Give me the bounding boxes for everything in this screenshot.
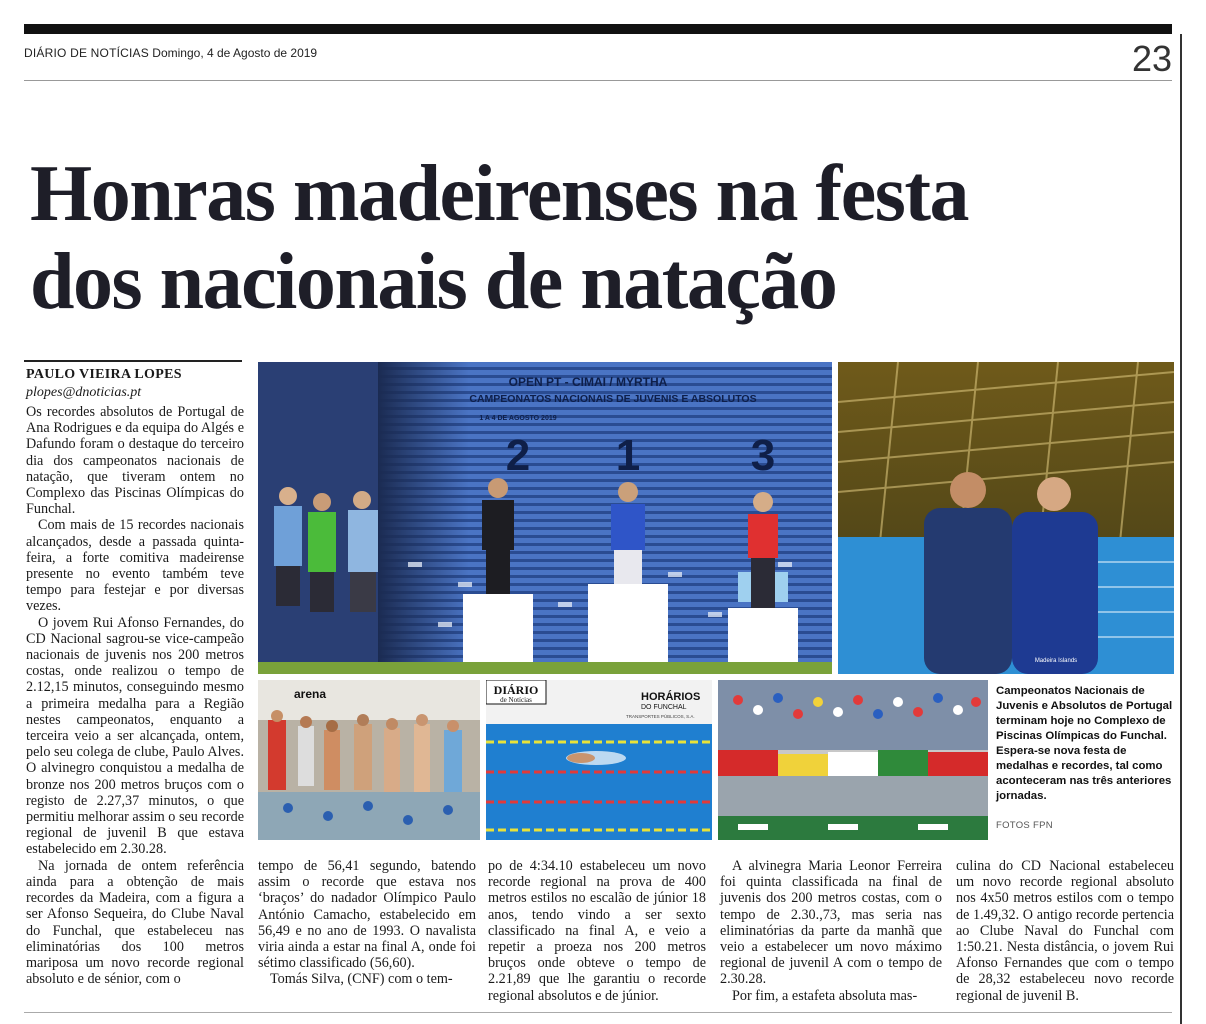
header-rule bbox=[24, 80, 1172, 81]
author-name: PAULO VIEIRA LOPES bbox=[26, 367, 182, 382]
horarios-sign-text: HORÁRIOS bbox=[641, 691, 701, 703]
photo-caption: Campeonatos Nacionais de Juvenis e Absolutos de Portugal terminam hoje no Complexo de Piscinas Olímpicas do Funchal. Espera-se nova festa de medalhas e recordes, tal como aconteceram nas três anteriores jornadas. bbox=[996, 685, 1173, 802]
headline-line-1: Honras madeirenses na festa bbox=[30, 150, 968, 238]
author-email[interactable]: plopes@dnoticias.pt bbox=[26, 385, 142, 400]
podium-number-1: 1 bbox=[615, 431, 641, 480]
paragraph: tempo de 56,41 segundo, batendo assim o recorde que estava nos ‘braços’ do nadador Olímpico Paulo António Camacho, estabelecido em 56,49 e no ano de 1993. O navalista viria ainda a estar na final A, onde foi sétimo classificado (56,60). bbox=[258, 858, 476, 972]
banner-main-text: CAMPEONATOS NACIONAIS DE JUVENIS E ABSOLUTOS bbox=[469, 393, 757, 405]
paragraph: po de 4:34.10 estabeleceu um novo recorde regional na prova de 400 metros estilos no escalão de júnior 18 anos, tendo vindo a ser sexto classificado na final A, e veio a repetir a proeza nos 200 metros bruços onde obteve o tempo de 2.21,89 que lhe garantiu o recorde regional absolutos e de júnior. bbox=[488, 858, 706, 1004]
article-column-4 bbox=[720, 858, 942, 1004]
funchal-sign-text: DO FUNCHAL bbox=[641, 704, 687, 711]
race-photo bbox=[486, 680, 712, 840]
diario-sign-text: DIÁRIO bbox=[493, 683, 539, 697]
publication-name: DIÁRIO DE NOTÍCIAS bbox=[24, 46, 149, 60]
right-column-rule bbox=[1180, 34, 1182, 1024]
article-column-3 bbox=[488, 858, 706, 1004]
podium-number-3: 3 bbox=[750, 431, 776, 480]
headline bbox=[30, 150, 1080, 326]
publication-date: Domingo, 4 de Agosto de 2019 bbox=[152, 46, 318, 60]
paragraph: Com mais de 15 recordes nacionais alcançados, desde a passada quinta-feira, a forte comitiva madeirense presente no evento também teve tempo para festejar e por diversas vezes. bbox=[26, 517, 244, 615]
stands-photo bbox=[718, 680, 988, 840]
headline-line-2: dos nacionais de natação bbox=[30, 238, 837, 326]
paragraph: Os recordes absolutos de Portugal de Ana Rodrigues e da equipa do Algés e Dafundo foram o destaque do terceiro dia dos campeonatos nacionais de natação, que tiveram ontem no Complexo das Piscinas Olímpicas do Funchal. bbox=[26, 404, 244, 518]
podium-photo bbox=[258, 362, 832, 674]
paragraph: Tomás Silva, (CNF) com o tem- bbox=[270, 971, 453, 988]
page-header bbox=[24, 46, 317, 60]
warmup-sign-text: arena bbox=[294, 687, 327, 701]
article-column-1 bbox=[26, 404, 244, 987]
top-black-bar bbox=[24, 24, 1172, 34]
podium-number-2: 2 bbox=[505, 431, 531, 480]
paragraph: O jovem Rui Afonso Fernandes, do CD Nacional sagrou-se vice-campeão nacionais de juvenis nos 200 metros costas, onde realizou o tempo de 2.12,15 minutos, conseguindo mesmo a primeira medalha para a Região nestes campeonatos, enquanto a terceira veio a ser alcançada, ontem, pelo seu colega de clube, Paulo Alves. O alvinegro conquistou a medalha de bronze nos 200 metros bruços com o registo de 2.27,37 minutos, o que permitiu melhorar assim o seu recorde regional de juvenil B que estava estabelecido em 2.30.28. bbox=[26, 614, 244, 858]
paragraph: Na jornada de ontem referência ainda para a obtenção de mais recordes da Madeira, com a figura a ser Afonso Sequeira, do Clube Naval do Funchal, que estabeleceu nas eliminatórias dos 100 metros mariposa um novo recorde regional absoluto e de sénior, com o bbox=[26, 857, 244, 988]
byline-rule bbox=[24, 360, 242, 362]
noticias-sign-text: de Notícias bbox=[500, 696, 532, 704]
banner-top-text: OPEN PT - CIMAI / MYRTHA bbox=[508, 375, 668, 389]
transportes-sign-text: TRANSPORTES PÚBLICOS, S.A. bbox=[626, 714, 695, 719]
shirt-text: Madeira Islands bbox=[1034, 658, 1078, 664]
article-column-2 bbox=[258, 858, 476, 988]
coaches-photo bbox=[838, 362, 1174, 674]
paragraph: culina do CD Nacional estabeleceu um novo recorde regional absoluto nos 4x50 metros estilos com o tempo de 1.49,32. O antigo recorde pertencia ao Clube Naval do Funchal com 1:50.21. Nesta distância, o jovem Rui Afonso Fernandes que com o tempo de 28,32 estabeleceu novo recorde regional de juvenil B. bbox=[956, 858, 1174, 1004]
photo-credit: FOTOS FPN bbox=[996, 820, 1053, 831]
paragraph: A alvinegra Maria Leonor Ferreira foi quinta classificada na final de juvenis dos 200 metros costas, com o tempo de 2.30.,73, mas seria nas eliminatórias da parte da manhã que veio a estabelecer um novo máximo regional de juvenil A com o tempo de 2.30.28. bbox=[720, 858, 942, 988]
bottom-rule bbox=[24, 1012, 1172, 1013]
page-number: 23 bbox=[1131, 38, 1172, 79]
article-column-5 bbox=[956, 858, 1174, 1004]
warmup-photo bbox=[258, 680, 480, 840]
banner-dates-text: 1 A 4 DE AGOSTO 2019 bbox=[479, 415, 557, 422]
paragraph: Por fim, a estafeta absoluta mas- bbox=[732, 987, 918, 1004]
